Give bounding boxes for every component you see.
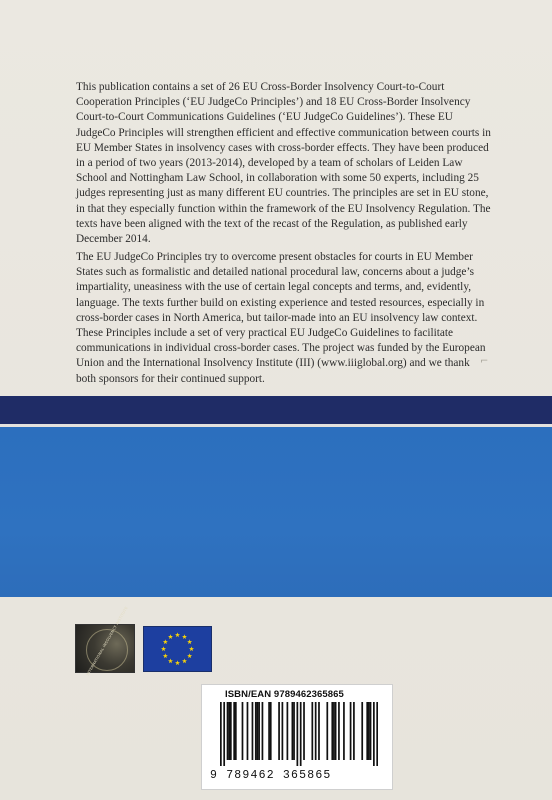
barcode-bar bbox=[350, 702, 352, 760]
barcode-bar bbox=[343, 702, 345, 760]
barcode-bar bbox=[335, 702, 337, 760]
barcode-bar bbox=[293, 702, 295, 760]
description-paragraph-2: The EU JudgeCo Principles try to overcome present obstacles for courts in EU Member States such as formalistic and detailed national procedural law, concerns about a judge’s impartiality, uneasiness with the use of certain legal concepts and terms, and, evidently, language. The texts further build on existing experience and tested resources, especially in cross-border cases in North America, but tailor-made into an EU insolvency law context. These Principles include a set of very practical EU JudgeCo Guidelines to facilitate communications in individual cross-border cases. The project was funded by the European Union and the International Insolvency Institute (III) (www.iiiglobal.org) and we thank both sponsors for their continued support. bbox=[76, 251, 486, 385]
barcode-bar bbox=[270, 702, 272, 760]
barcode-bar bbox=[331, 702, 333, 760]
iii-logo-text: INTERNATIONAL INSOLVENCY INSTITUTE bbox=[85, 605, 129, 677]
barcode-bar bbox=[376, 702, 378, 766]
barcode-bar bbox=[315, 702, 317, 760]
eu-star bbox=[175, 660, 180, 665]
barcode-bar bbox=[268, 702, 270, 760]
eu-star bbox=[161, 646, 166, 651]
barcode-bar bbox=[318, 702, 320, 760]
eu-star bbox=[189, 646, 194, 651]
barcode-bar bbox=[292, 702, 294, 760]
eu-flag-icon bbox=[143, 626, 212, 672]
iii-logo bbox=[75, 605, 135, 677]
barcode-bar bbox=[366, 702, 368, 760]
barcode-bar bbox=[370, 702, 372, 760]
eu-star bbox=[168, 659, 173, 664]
barcode-bar bbox=[255, 702, 257, 760]
barcode-bar bbox=[333, 702, 335, 760]
eu-stars-icon bbox=[144, 627, 211, 671]
barcode-bar bbox=[300, 702, 302, 766]
barcode-bar bbox=[282, 702, 284, 760]
barcode-bar bbox=[287, 702, 289, 760]
barcode-bar bbox=[297, 702, 299, 766]
barcode-bar bbox=[353, 702, 355, 760]
barcode-bar bbox=[235, 702, 237, 760]
barcode-bar bbox=[258, 702, 260, 760]
eu-star bbox=[182, 634, 187, 639]
barcode-bar bbox=[242, 702, 244, 760]
eu-star bbox=[163, 653, 168, 658]
barcode-bar bbox=[278, 702, 280, 760]
barcode-bar bbox=[368, 702, 370, 760]
barcode-bar bbox=[373, 702, 375, 766]
barcode-bar bbox=[220, 702, 222, 766]
ink-mark-icon: ⌐ bbox=[480, 356, 489, 367]
isbn-label: ISBN/EAN 9789462365865 bbox=[225, 689, 344, 700]
eu-star bbox=[168, 634, 173, 639]
barcode-bar bbox=[227, 702, 229, 760]
barcode-bar bbox=[252, 702, 254, 760]
barcode-bar bbox=[233, 702, 235, 760]
barcode-bar bbox=[262, 702, 264, 760]
blue-band bbox=[0, 427, 552, 597]
barcode-bar bbox=[326, 702, 328, 760]
barcode-bar bbox=[230, 702, 232, 760]
dark-blue-band bbox=[0, 396, 552, 424]
barcode-bar bbox=[311, 702, 313, 760]
barcode-bar bbox=[338, 702, 340, 760]
barcode-bar bbox=[223, 702, 225, 766]
description-paragraph-1: This publication contains a set of 26 EU Cross-Border Insolvency Court-to-Court Cooperation Principles (‘EU JudgeCo Principles’) and 18 EU Cross-Border Insolvency Court-to-Court Communications Guidelines (‘EU JudgeCo Guidelines’). These EU JudgeCo Principles will strengthen efficient and effective communication between courts in EU Member States in insolvency cases with cross-border effects. They have been produced in a period of two years (2013-2014), developed by a team of scholars of Leiden Law School and Nottingham Law School, in collaboration with some 50 experts, including 25 judges representing just as many different EU countries. The principles are set in EU stone, in that they especially function within the framework of the EU Insolvency Regulation. The texts have been aligned with the text of the recast of the Regulation, as published early December 2014. bbox=[76, 81, 491, 246]
eu-star bbox=[175, 632, 180, 637]
barcode-bar bbox=[247, 702, 249, 760]
barcode-bar bbox=[257, 702, 259, 760]
barcode-icon bbox=[220, 702, 378, 766]
eu-star bbox=[187, 639, 192, 644]
barcode-bar bbox=[228, 702, 230, 760]
barcode-bar bbox=[361, 702, 363, 760]
eu-star bbox=[163, 639, 168, 644]
barcode-bar bbox=[303, 702, 305, 760]
barcode-digits: 9 789462 365865 bbox=[210, 769, 332, 782]
eu-star bbox=[182, 659, 187, 664]
eu-star bbox=[187, 653, 192, 658]
